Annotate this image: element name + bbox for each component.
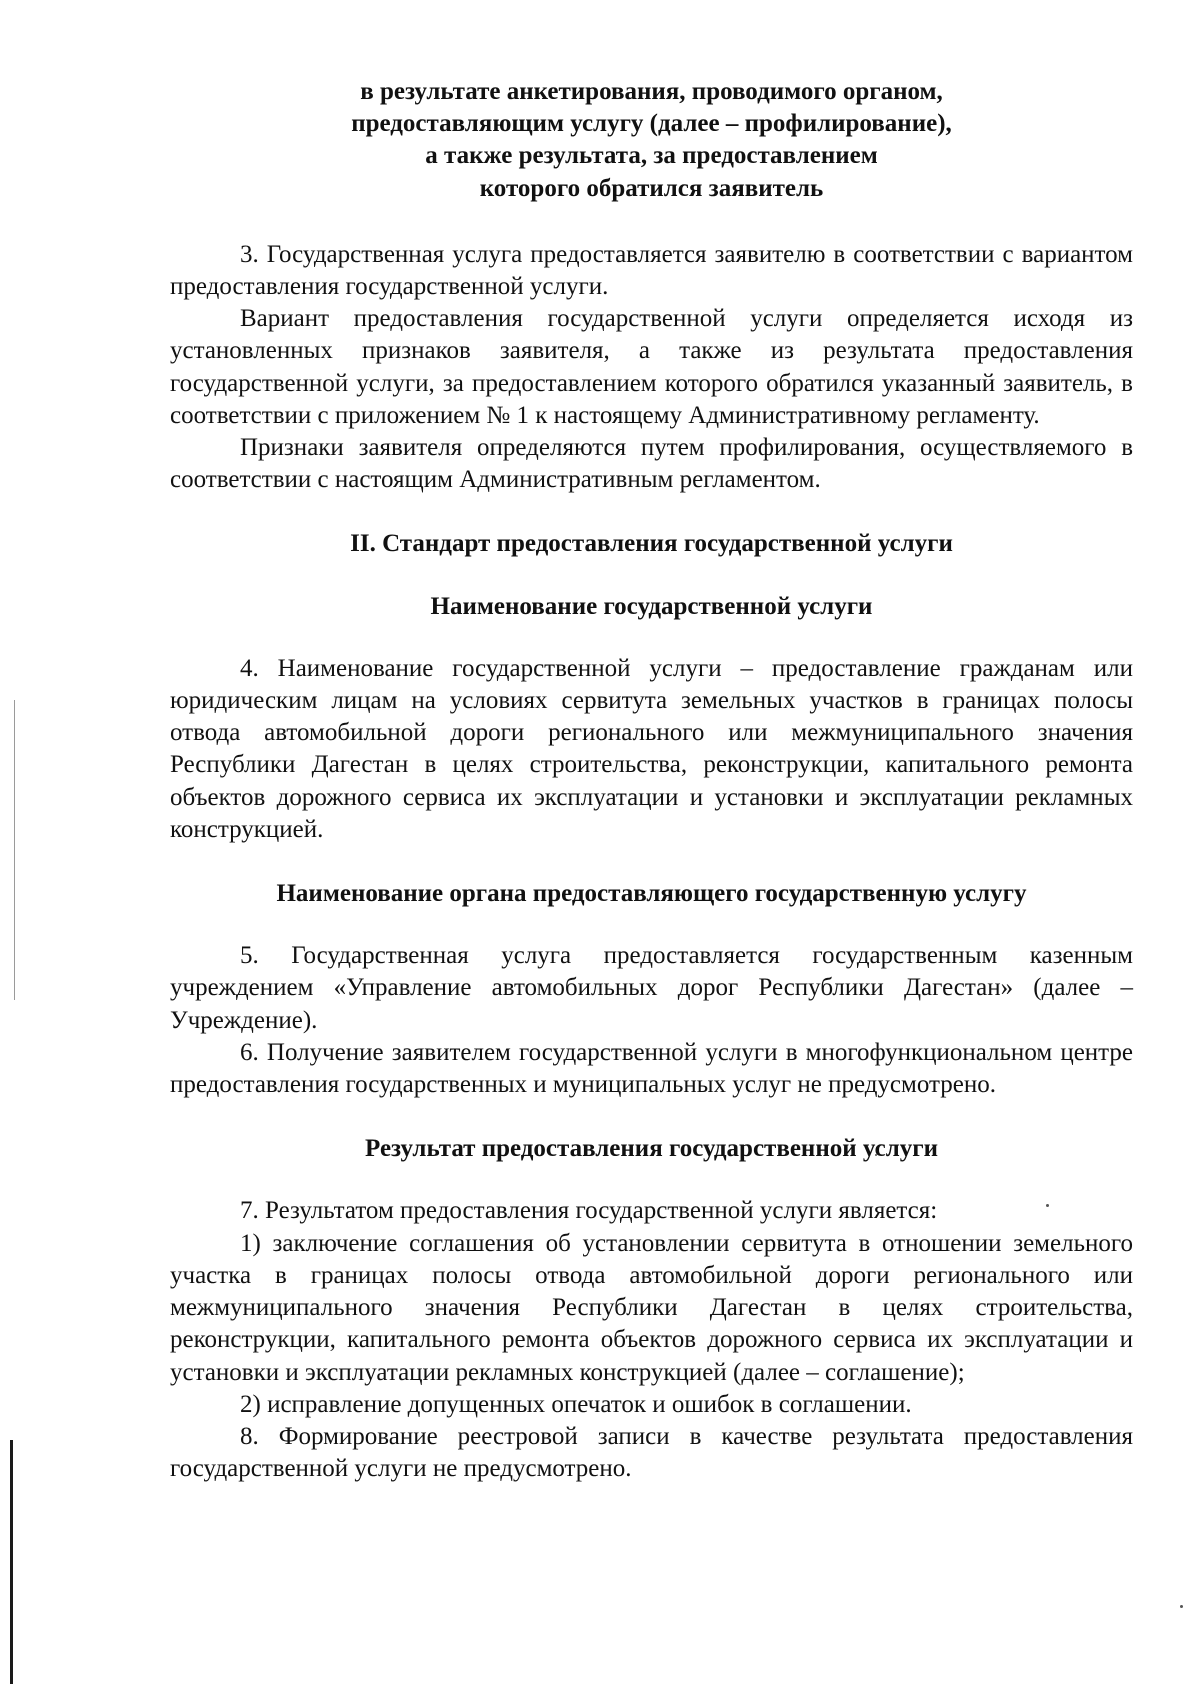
- heading-line: которого обратился заявитель: [479, 174, 824, 202]
- subsection-title: Наименование органа предоставляющего государственную услугу: [276, 880, 1027, 908]
- scan-edge-line: [14, 700, 15, 1000]
- paragraph-6: 6. Получение заявителем государственной услуги в многофункциональном центре предоставления государственных и муниципальных услуг не предусмотрено.: [170, 1038, 1133, 1099]
- paragraph-variant: Вариант предоставления государственной услуги определяется исходя из установленных признаков заявителя, а также из результата предоставления государственной услуги, за предоставлением которого обратился указанный заявитель, в соответствии с приложением № 1 к настоящему Административному регламенту.: [170, 305, 1133, 429]
- paragraph-7: 7. Результатом предоставления государственной услуги является:: [240, 1197, 938, 1225]
- document-body: [170, 76, 1133, 1485]
- paragraph-8: 8. Формирование реестровой записи в качестве результата предоставления государственной услуги не предусмотрено.: [170, 1422, 1133, 1483]
- paragraph-7-2: 2) исправление допущенных опечаток и ошибок в соглашении.: [240, 1390, 912, 1418]
- subsection-title: Результат предоставления государственной услуги: [365, 1135, 938, 1163]
- paragraph-3: 3. Государственная услуга предоставляется заявителю в соответствии с вариантом предоставления государственной услуги.: [170, 240, 1133, 301]
- heading-line: а также результата, за предоставлением: [425, 142, 878, 170]
- intro-heading: [170, 76, 1133, 205]
- paragraph-signs: Признаки заявителя определяются путем профилирования, осуществляемого в соответствии с настоящим Административным регламентом.: [170, 434, 1133, 494]
- section-title: II. Стандарт предоставления государственной услуги: [350, 530, 953, 558]
- paragraph-4: 4. Наименование государственной услуги – предоставление гражданам или юридическим лицам на условиях сервитута земельных участков в границах полосы отвода автомобильной дороги регионального или межмуниципального значения Республики Дагестан в целях строительства, реконструкции, капитального ремонта объектов дорожного сервиса их эксплуатации и установки и эксплуатации рекламных конструкцией.: [170, 654, 1133, 843]
- scan-speck: [1180, 1605, 1183, 1608]
- paragraph-7-1: 1) заключение соглашения об установлении сервитута в отношении земельного участка в границах полосы отвода автомобильной дороги регионального или межмуниципального значения Республики Дагестан в целях строительства, реконструкции, капитального ремонта объектов дорожного сервиса их эксплуатации и установки и эксплуатации рекламных конструкцией (далее – соглашение);: [170, 1229, 1133, 1386]
- subsection-title: Наименование государственной услуги: [430, 592, 873, 620]
- paragraph-5: 5. Государственная услуга предоставляется государственным казенным учреждением «Управление автомобильных дорог Республики Дагестан» (далее – Учреждение).: [170, 942, 1133, 1034]
- scan-edge-line: [10, 1440, 13, 1684]
- heading-line: предоставляющим услугу (далее – профилирование),: [351, 110, 952, 138]
- heading-line: в результате анкетирования, проводимого органом,: [360, 78, 943, 105]
